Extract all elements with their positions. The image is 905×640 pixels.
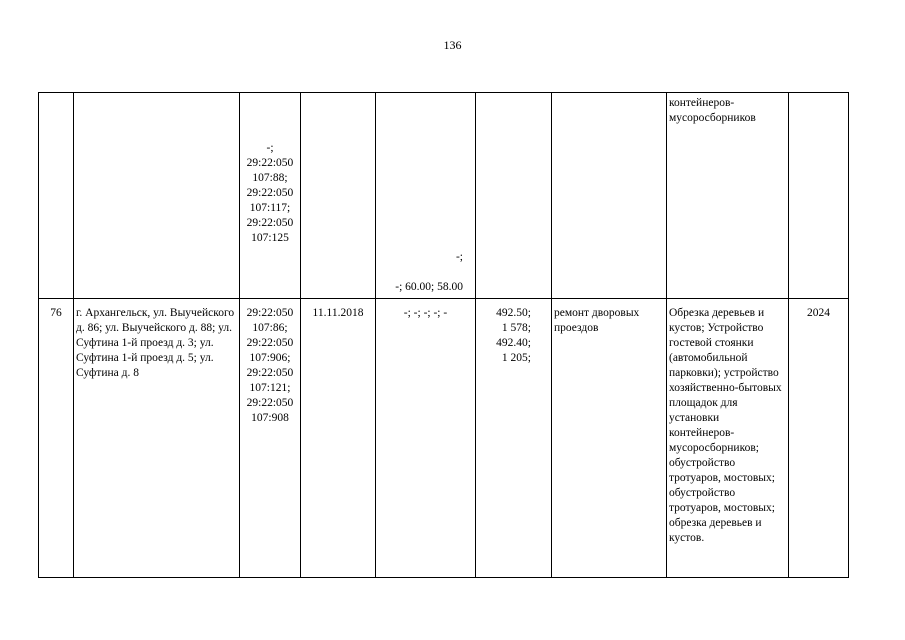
cell-number: 76 xyxy=(39,299,74,578)
register-table xyxy=(38,92,849,578)
cell-cadastral: 29:22:050 107:86; 29:22:050 107:906; 29:22:050 107:121; 29:22:050 107:908 xyxy=(240,299,301,578)
cell-areas-b xyxy=(476,93,552,299)
cell-address: г. Архангельск, ул. Выучейского д. 86; ул. Выучейского д. 88; ул. Суфтина 1-й проезд д. 3; ул. Суфтина 1-й проезд д. 5; ул. Суфтина д. 8 xyxy=(74,299,240,578)
cell-areas: -; -; -; -; - xyxy=(376,299,476,578)
cell-measures: Обрезка деревьев и кустов; Устройство гостевой стоянки (автомобильной парковки); устройство хозяйственно-бытовых площадок для установки контейнеров-мусоросборников; обустройство тротуаров, мостовых; обустройство тротуаров, мостовых; обрезка деревьев и кустов. xyxy=(667,299,789,578)
cell-date: 11.11.2018 xyxy=(301,299,376,578)
cell-address xyxy=(74,93,240,299)
cell-date xyxy=(301,93,376,299)
cell-areas-b: 492.50; 1 578; 492.40; 1 205; xyxy=(476,299,552,578)
cell-measures: контейнеров- мусоросборников xyxy=(667,93,789,299)
table-row-continued xyxy=(39,93,849,299)
cell-cadastral: -; 29:22:050 107:88; 29:22:050 107:117; 29:22:050 107:125 xyxy=(240,93,301,299)
cell-work-type xyxy=(552,93,667,299)
table-row-76 xyxy=(39,299,849,578)
cell-areas: -; -; 60.00; 58.00 xyxy=(376,93,476,299)
cell-number xyxy=(39,93,74,299)
cell-year xyxy=(789,93,849,299)
cell-work-type: ремонт дворовых проездов xyxy=(552,299,667,578)
page-number: 136 xyxy=(443,38,462,52)
cell-year: 2024 xyxy=(789,299,849,578)
